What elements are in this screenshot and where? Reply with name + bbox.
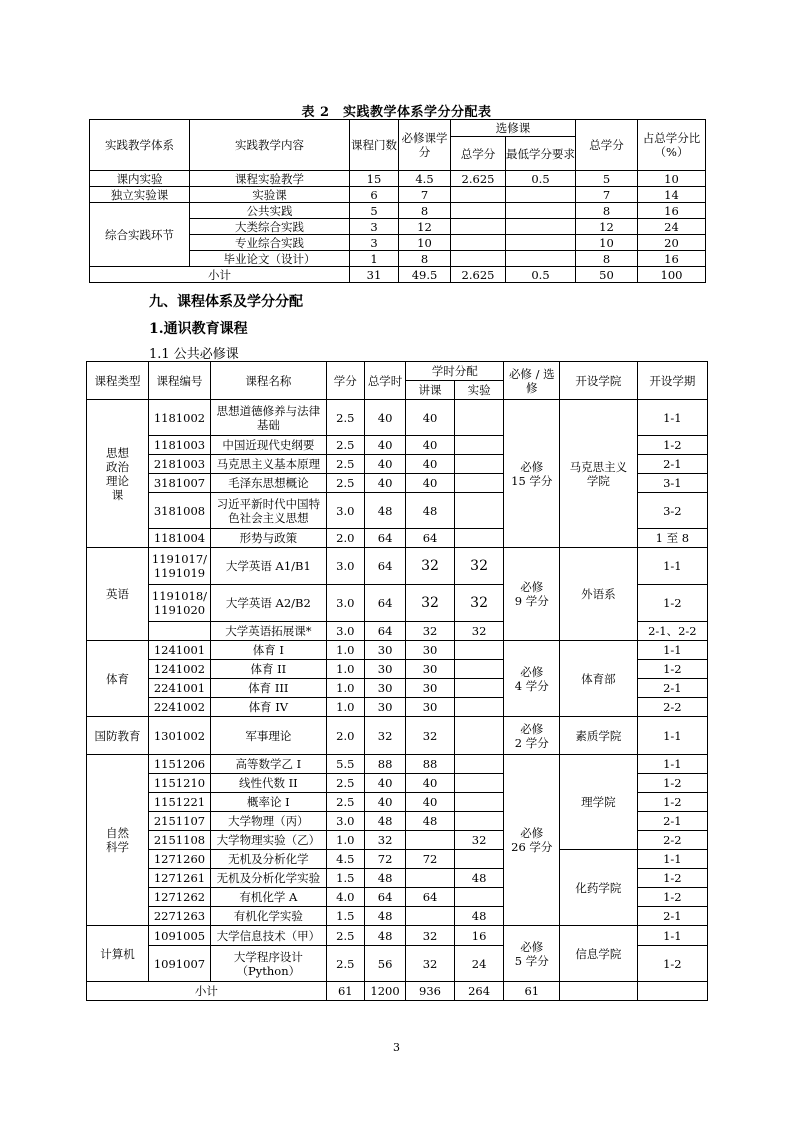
lecture-cell: 32 xyxy=(406,585,455,622)
elective-min-cell xyxy=(506,251,576,267)
credit-cell: 1.0 xyxy=(326,660,364,679)
hdr-credit: 学分 xyxy=(326,362,364,400)
course-code-cell xyxy=(148,622,210,641)
course-type-cell: 思想政治理论课 xyxy=(87,400,149,548)
lecture-cell: 30 xyxy=(406,698,455,717)
elective-total-cell xyxy=(451,219,506,235)
table-row xyxy=(87,717,708,755)
hdr-type: 课程类型 xyxy=(87,362,149,400)
course-code-cell: 1241002 xyxy=(148,660,210,679)
hours-cell: 48 xyxy=(364,869,405,888)
course-type-cell: 计算机 xyxy=(87,926,149,982)
term-cell: 1 至 8 xyxy=(637,529,707,548)
hdr-code: 课程编号 xyxy=(148,362,210,400)
content-cell: 大类综合实践 xyxy=(190,219,350,235)
required-type-cell: 必修 2 学分 xyxy=(504,717,560,755)
term-cell: 2-1、2-2 xyxy=(637,622,707,641)
credit-cell: 2.5 xyxy=(326,436,364,455)
required-type-cell: 必修 9 学分 xyxy=(504,548,560,641)
elective-min-cell: 0.5 xyxy=(506,171,576,187)
term-cell: 1-2 xyxy=(637,946,707,982)
lecture-cell: 32 xyxy=(406,622,455,641)
lecture-cell xyxy=(406,907,455,926)
subtotal-el-total: 2.625 xyxy=(451,267,506,283)
lecture-cell: 32 xyxy=(406,548,455,585)
hours-cell: 40 xyxy=(364,774,405,793)
course-code-cell: 1271261 xyxy=(148,869,210,888)
term-cell: 1-1 xyxy=(637,755,707,774)
hdr-lecture: 讲课 xyxy=(406,381,455,400)
lecture-cell: 48 xyxy=(406,493,455,529)
hdr-alloc: 学时分配 xyxy=(406,362,504,381)
lab-cell: 32 xyxy=(454,831,504,850)
course-name-cell: 马克思主义基本原理 xyxy=(210,455,326,474)
course-name-cell: 大学信息技术（甲） xyxy=(210,926,326,946)
course-name-cell: 大学程序设计 （Python） xyxy=(210,946,326,982)
hdr-count: 课程门数 xyxy=(350,120,399,171)
course-code-cell: 1181003 xyxy=(148,436,210,455)
elective-total-cell xyxy=(451,203,506,219)
subtotal-ratio: 100 xyxy=(638,267,706,283)
count-cell: 5 xyxy=(350,203,399,219)
subtotal-row xyxy=(87,982,708,1001)
course-name-cell: 体育 IV xyxy=(210,698,326,717)
course-name-cell: 体育 III xyxy=(210,679,326,698)
college-cell: 体育部 xyxy=(560,641,637,717)
subtotal-required: 49.5 xyxy=(399,267,451,283)
term-cell: 1-1 xyxy=(637,548,707,585)
subtotal-lab: 264 xyxy=(454,982,504,1001)
college-cell: 信息学院 xyxy=(560,926,637,982)
term-cell: 2-1 xyxy=(637,812,707,831)
subtotal-req: 61 xyxy=(504,982,560,1001)
hours-cell: 64 xyxy=(364,622,405,641)
course-code-cell: 2271263 xyxy=(148,907,210,926)
hdr-elective-total: 总学分 xyxy=(451,137,506,171)
content-cell: 公共实践 xyxy=(190,203,350,219)
content-cell: 专业综合实践 xyxy=(190,235,350,251)
lab-cell xyxy=(454,793,504,812)
hdr-college: 开设学院 xyxy=(560,362,637,400)
credit-cell: 1.0 xyxy=(326,831,364,850)
credit-cell: 2.5 xyxy=(326,474,364,493)
elective-min-cell xyxy=(506,219,576,235)
elective-min-cell xyxy=(506,235,576,251)
course-code-cell: 1271262 xyxy=(148,888,210,907)
course-name-cell: 形势与政策 xyxy=(210,529,326,548)
hours-cell: 32 xyxy=(364,831,405,850)
hours-cell: 40 xyxy=(364,455,405,474)
hours-cell: 56 xyxy=(364,946,405,982)
elective-total-cell xyxy=(451,187,506,203)
lecture-cell: 32 xyxy=(406,946,455,982)
subtotal-hours: 1200 xyxy=(364,982,405,1001)
lecture-cell xyxy=(406,831,455,850)
ratio-cell: 20 xyxy=(638,235,706,251)
system-cell: 课内实验 xyxy=(90,171,190,187)
hours-cell: 40 xyxy=(364,793,405,812)
credit-cell: 1.5 xyxy=(326,907,364,926)
course-code-cell: 1191017/ 1191019 xyxy=(148,548,210,585)
table-row xyxy=(90,187,706,203)
hours-cell: 30 xyxy=(364,660,405,679)
credit-cell: 3.0 xyxy=(326,548,364,585)
term-cell: 2-2 xyxy=(637,831,707,850)
course-code-cell: 1151206 xyxy=(148,755,210,774)
credit-cell: 4.0 xyxy=(326,888,364,907)
lab-cell xyxy=(454,755,504,774)
term-cell: 1-2 xyxy=(637,793,707,812)
term-cell: 2-1 xyxy=(637,455,707,474)
course-code-cell: 2241002 xyxy=(148,698,210,717)
table-row xyxy=(87,755,708,774)
course-name-cell: 无机及分析化学实验 xyxy=(210,869,326,888)
required-cell: 8 xyxy=(399,251,451,267)
course-type-cell: 国防教育 xyxy=(87,717,149,755)
subtotal-row xyxy=(90,267,706,283)
lab-cell xyxy=(454,455,504,474)
term-cell: 1-2 xyxy=(637,774,707,793)
count-cell: 3 xyxy=(350,219,399,235)
count-cell: 1 xyxy=(350,251,399,267)
lab-cell xyxy=(454,812,504,831)
lecture-cell: 30 xyxy=(406,679,455,698)
hdr-name: 课程名称 xyxy=(210,362,326,400)
course-name-cell: 毛泽东思想概论 xyxy=(210,474,326,493)
course-name-cell: 中国近现代史纲要 xyxy=(210,436,326,455)
ratio-cell: 14 xyxy=(638,187,706,203)
lecture-cell: 64 xyxy=(406,888,455,907)
lab-cell xyxy=(454,717,504,755)
credit-cell: 3.0 xyxy=(326,812,364,831)
lecture-cell: 88 xyxy=(406,755,455,774)
lab-cell: 32 xyxy=(454,622,504,641)
hours-cell: 48 xyxy=(364,812,405,831)
course-code-cell: 2151108 xyxy=(148,831,210,850)
hours-cell: 40 xyxy=(364,436,405,455)
lab-cell xyxy=(454,774,504,793)
course-code-cell: 1241001 xyxy=(148,641,210,660)
subtotal-lecture: 936 xyxy=(406,982,455,1001)
lab-cell xyxy=(454,679,504,698)
lecture-cell: 48 xyxy=(406,812,455,831)
table-row xyxy=(87,641,708,660)
table-row xyxy=(87,400,708,436)
credit-cell: 4.5 xyxy=(326,850,364,869)
elective-total-cell xyxy=(451,235,506,251)
subtotal-count: 31 xyxy=(350,267,399,283)
lab-cell xyxy=(454,400,504,436)
elective-min-cell xyxy=(506,203,576,219)
required-cell: 8 xyxy=(399,203,451,219)
hours-cell: 64 xyxy=(364,548,405,585)
term-cell: 2-2 xyxy=(637,698,707,717)
subtotal-el-min: 0.5 xyxy=(506,267,576,283)
course-name-cell: 大学英语 A1/B1 xyxy=(210,548,326,585)
hours-cell: 40 xyxy=(364,474,405,493)
credit-cell: 1.0 xyxy=(326,641,364,660)
lecture-cell: 30 xyxy=(406,660,455,679)
credit-cell: 2.5 xyxy=(326,926,364,946)
hdr-total: 总学分 xyxy=(576,120,638,171)
lecture-cell: 40 xyxy=(406,436,455,455)
term-cell: 1-1 xyxy=(637,926,707,946)
lab-cell xyxy=(454,850,504,869)
term-cell: 1-2 xyxy=(637,585,707,622)
lab-cell: 32 xyxy=(454,548,504,585)
table-row xyxy=(87,548,708,585)
credit-cell: 2.0 xyxy=(326,717,364,755)
lab-cell xyxy=(454,493,504,529)
course-name-cell: 大学物理实验（乙） xyxy=(210,831,326,850)
hours-cell: 40 xyxy=(364,400,405,436)
course-type-cell: 自然科学 xyxy=(87,755,149,926)
credit-cell: 2.5 xyxy=(326,455,364,474)
lecture-cell: 40 xyxy=(406,793,455,812)
course-code-cell: 1301002 xyxy=(148,717,210,755)
hdr-lab: 实验 xyxy=(454,381,504,400)
elective-total-cell xyxy=(451,251,506,267)
subtotal-label: 小计 xyxy=(87,982,327,1001)
total-cell: 8 xyxy=(576,251,638,267)
course-code-cell: 1191018/ 1191020 xyxy=(148,585,210,622)
college-cell: 素质学院 xyxy=(560,717,637,755)
hours-cell: 72 xyxy=(364,850,405,869)
course-code-cell: 3181007 xyxy=(148,474,210,493)
hours-cell: 30 xyxy=(364,641,405,660)
total-cell: 10 xyxy=(576,235,638,251)
college-cell: 马克思主义学院 xyxy=(560,400,637,548)
course-name-cell: 体育 I xyxy=(210,641,326,660)
college-cell: 外语系 xyxy=(560,548,637,641)
section-heading-1-1: 1.1 公共必修课 xyxy=(149,347,239,362)
lecture-cell: 32 xyxy=(406,926,455,946)
hours-cell: 64 xyxy=(364,529,405,548)
term-cell: 1-2 xyxy=(637,869,707,888)
hours-cell: 32 xyxy=(364,717,405,755)
hours-cell: 64 xyxy=(364,585,405,622)
required-type-cell: 必修 5 学分 xyxy=(504,926,560,982)
elective-total-cell: 2.625 xyxy=(451,171,506,187)
credit-cell: 1.0 xyxy=(326,679,364,698)
lecture-cell: 40 xyxy=(406,474,455,493)
table-row xyxy=(87,926,708,946)
lab-cell xyxy=(454,474,504,493)
credit-cell: 3.0 xyxy=(326,493,364,529)
credit-cell: 2.5 xyxy=(326,774,364,793)
hours-cell: 64 xyxy=(364,888,405,907)
credit-cell: 2.5 xyxy=(326,793,364,812)
total-cell: 7 xyxy=(576,187,638,203)
lecture-cell: 32 xyxy=(406,717,455,755)
lab-cell: 16 xyxy=(454,926,504,946)
credit-cell: 2.5 xyxy=(326,400,364,436)
table-row xyxy=(90,171,706,187)
subtotal-label: 小计 xyxy=(90,267,350,283)
course-code-cell: 2241001 xyxy=(148,679,210,698)
subtotal-total: 50 xyxy=(576,267,638,283)
subtotal-credit: 61 xyxy=(326,982,364,1001)
hdr-content: 实践教学内容 xyxy=(190,120,350,171)
lecture-cell: 64 xyxy=(406,529,455,548)
lab-cell xyxy=(454,641,504,660)
ratio-cell: 24 xyxy=(638,219,706,235)
term-cell: 1-2 xyxy=(637,660,707,679)
hdr-system: 实践教学体系 xyxy=(90,120,190,171)
course-code-cell: 3181008 xyxy=(148,493,210,529)
hdr-required: 必修课学分 xyxy=(399,120,451,171)
credit-cell: 2.0 xyxy=(326,529,364,548)
ratio-cell: 10 xyxy=(638,171,706,187)
content-cell: 实验课 xyxy=(190,187,350,203)
content-cell: 课程实验教学 xyxy=(190,171,350,187)
term-cell: 1-1 xyxy=(637,717,707,755)
term-cell: 1-1 xyxy=(637,641,707,660)
lab-cell xyxy=(454,436,504,455)
term-cell: 3-2 xyxy=(637,493,707,529)
credit-cell: 3.0 xyxy=(326,585,364,622)
course-name-cell: 大学物理（丙） xyxy=(210,812,326,831)
lab-cell: 32 xyxy=(454,585,504,622)
total-cell: 8 xyxy=(576,203,638,219)
course-code-cell: 2151107 xyxy=(148,812,210,831)
table-row xyxy=(87,850,708,869)
count-cell: 15 xyxy=(350,171,399,187)
hours-cell: 48 xyxy=(364,493,405,529)
course-name-cell: 概率论 I xyxy=(210,793,326,812)
required-cell: 7 xyxy=(399,187,451,203)
count-cell: 3 xyxy=(350,235,399,251)
course-name-cell: 有机化学实验 xyxy=(210,907,326,926)
term-cell: 2-1 xyxy=(637,907,707,926)
hdr-hours: 总学时 xyxy=(364,362,405,400)
term-cell: 1-1 xyxy=(637,400,707,436)
public-required-course-table xyxy=(86,361,708,1001)
hours-cell: 30 xyxy=(364,679,405,698)
elective-min-cell xyxy=(506,187,576,203)
term-cell: 1-2 xyxy=(637,436,707,455)
credit-cell: 3.0 xyxy=(326,622,364,641)
course-name-cell: 体育 II xyxy=(210,660,326,679)
course-code-cell: 1091007 xyxy=(148,946,210,982)
course-code-cell: 1181002 xyxy=(148,400,210,436)
ratio-cell: 16 xyxy=(638,203,706,219)
lecture-cell: 40 xyxy=(406,455,455,474)
hours-cell: 88 xyxy=(364,755,405,774)
term-cell: 3-1 xyxy=(637,474,707,493)
course-code-cell: 1091005 xyxy=(148,926,210,946)
credit-cell: 1.0 xyxy=(326,698,364,717)
system-cell: 综合实践环节 xyxy=(90,203,190,267)
subtotal-term xyxy=(637,982,707,1001)
credit-cell: 5.5 xyxy=(326,755,364,774)
course-type-cell: 英语 xyxy=(87,548,149,641)
lab-cell xyxy=(454,529,504,548)
course-name-cell: 无机及分析化学 xyxy=(210,850,326,869)
course-name-cell: 军事理论 xyxy=(210,717,326,755)
required-cell: 10 xyxy=(399,235,451,251)
course-code-cell: 1151221 xyxy=(148,793,210,812)
hdr-term: 开设学期 xyxy=(637,362,707,400)
lab-cell xyxy=(454,888,504,907)
hdr-elective-min: 最低学分要求 xyxy=(506,137,576,171)
lab-cell xyxy=(454,660,504,679)
course-code-cell: 1181004 xyxy=(148,529,210,548)
course-name-cell: 大学英语拓展课* xyxy=(210,622,326,641)
credit-cell: 1.5 xyxy=(326,869,364,888)
required-type-cell: 必修 26 学分 xyxy=(504,755,560,926)
lecture-cell xyxy=(406,869,455,888)
lab-cell: 48 xyxy=(454,907,504,926)
term-cell: 1-1 xyxy=(637,850,707,869)
term-cell: 1-2 xyxy=(637,888,707,907)
course-name-cell: 高等数学乙 I xyxy=(210,755,326,774)
course-name-cell: 有机化学 A xyxy=(210,888,326,907)
hdr-ratio: 占总学分比（%） xyxy=(638,120,706,171)
total-cell: 5 xyxy=(576,171,638,187)
lab-cell xyxy=(454,698,504,717)
subtotal-college xyxy=(560,982,637,1001)
table2-caption: 表 2 实践教学体系学分分配表 xyxy=(301,105,492,120)
term-cell: 2-1 xyxy=(637,679,707,698)
hdr-req: 必修 / 选修 xyxy=(504,362,560,400)
hdr-elective: 选修课 xyxy=(451,120,576,137)
hours-cell: 48 xyxy=(364,907,405,926)
course-code-cell: 1151210 xyxy=(148,774,210,793)
required-cell: 12 xyxy=(399,219,451,235)
page-number: 3 xyxy=(393,1041,400,1054)
practice-credit-table xyxy=(89,119,706,283)
required-cell: 4.5 xyxy=(399,171,451,187)
course-code-cell: 2181003 xyxy=(148,455,210,474)
lab-cell: 24 xyxy=(454,946,504,982)
section-heading-9: 九、课程体系及学分分配 xyxy=(149,294,303,310)
lecture-cell: 40 xyxy=(406,400,455,436)
table-row xyxy=(90,203,706,219)
required-type-cell: 必修 15 学分 xyxy=(504,400,560,548)
hours-cell: 48 xyxy=(364,926,405,946)
credit-cell: 2.5 xyxy=(326,946,364,982)
college-cell: 理学院 xyxy=(560,755,637,850)
count-cell: 6 xyxy=(350,187,399,203)
lab-cell: 48 xyxy=(454,869,504,888)
total-cell: 12 xyxy=(576,219,638,235)
hours-cell: 30 xyxy=(364,698,405,717)
required-type-cell: 必修 4 学分 xyxy=(504,641,560,717)
lecture-cell: 72 xyxy=(406,850,455,869)
ratio-cell: 16 xyxy=(638,251,706,267)
lecture-cell: 40 xyxy=(406,774,455,793)
lecture-cell: 30 xyxy=(406,641,455,660)
course-type-cell: 体育 xyxy=(87,641,149,717)
course-code-cell: 1271260 xyxy=(148,850,210,869)
course-name-cell: 习近平新时代中国特色社会主义思想 xyxy=(210,493,326,529)
course-name-cell: 线性代数 II xyxy=(210,774,326,793)
course-name-cell: 思想道德修养与法律基础 xyxy=(210,400,326,436)
college-cell: 化药学院 xyxy=(560,850,637,926)
section-heading-1: 1.通识教育课程 xyxy=(149,321,248,337)
system-cell: 独立实验课 xyxy=(90,187,190,203)
course-name-cell: 大学英语 A2/B2 xyxy=(210,585,326,622)
content-cell: 毕业论文（设计） xyxy=(190,251,350,267)
